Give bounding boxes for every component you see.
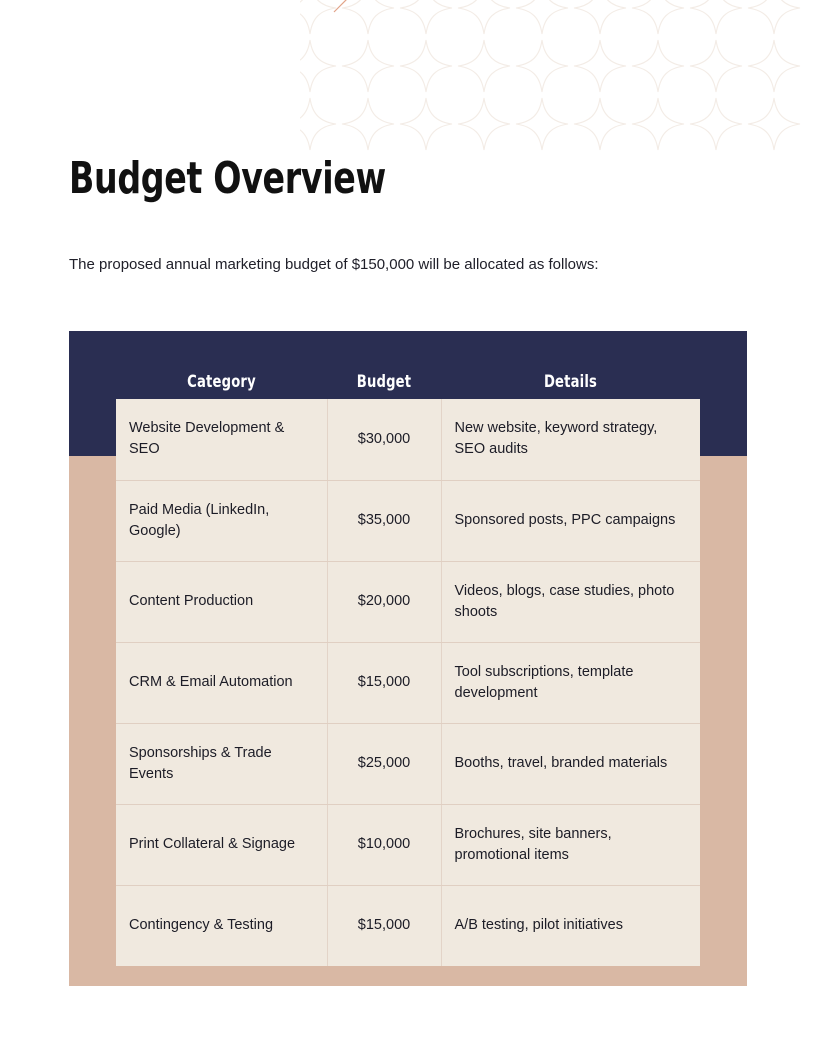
cell-category: Sponsorships & Trade Events <box>116 723 327 804</box>
cell-budget: $25,000 <box>327 723 441 804</box>
cell-budget: $30,000 <box>327 399 441 480</box>
table-row <box>116 723 700 804</box>
cell-details: Videos, blogs, case studies, photo shoots <box>441 561 700 642</box>
budget-table-body <box>116 399 700 966</box>
budget-table <box>116 399 700 966</box>
cell-details: Tool subscriptions, template development <box>441 642 700 723</box>
cell-category: CRM & Email Automation <box>116 642 327 723</box>
cell-details: Sponsored posts, PPC campaigns <box>441 480 700 561</box>
cell-category: Contingency & Testing <box>116 885 327 966</box>
table-row <box>116 642 700 723</box>
cell-budget: $20,000 <box>327 561 441 642</box>
cell-budget: $35,000 <box>327 480 441 561</box>
column-header-details: Details <box>543 372 598 392</box>
page-title: Budget Overview <box>69 153 386 204</box>
table-row <box>116 399 700 480</box>
intro-paragraph: The proposed annual marketing budget of $150,000 will be allocated as follows: <box>69 256 599 273</box>
cell-budget: $10,000 <box>327 804 441 885</box>
column-header-budget: Budget <box>356 372 412 392</box>
cell-category: Website Development & SEO <box>116 399 327 480</box>
cell-category: Print Collateral & Signage <box>116 804 327 885</box>
cell-details: Booths, travel, branded materials <box>441 723 700 804</box>
table-row <box>116 804 700 885</box>
cell-budget: $15,000 <box>327 642 441 723</box>
column-header-category: Category <box>187 372 256 392</box>
table-row <box>116 480 700 561</box>
table-header-row <box>116 366 700 398</box>
cell-details: A/B testing, pilot initiatives <box>441 885 700 966</box>
cell-category: Paid Media (LinkedIn, Google) <box>116 480 327 561</box>
cell-details: Brochures, site banners, promotional items <box>441 804 700 885</box>
cell-budget: $15,000 <box>327 885 441 966</box>
table-row <box>116 561 700 642</box>
cell-category: Content Production <box>116 561 327 642</box>
budget-table-panel <box>69 331 747 986</box>
table-row <box>116 885 700 966</box>
cell-details: New website, keyword strategy, SEO audits <box>441 399 700 480</box>
